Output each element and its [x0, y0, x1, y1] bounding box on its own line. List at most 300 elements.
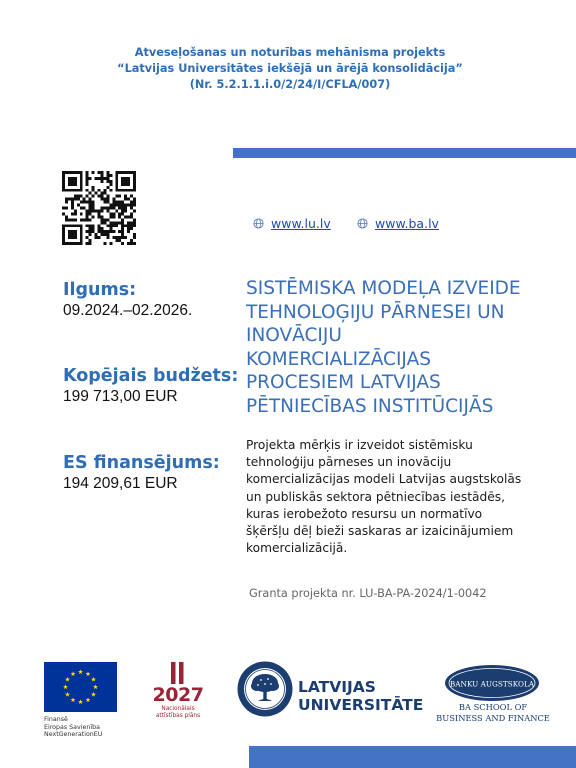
- qr-module: [109, 215, 112, 218]
- qr-module: [121, 183, 124, 186]
- qr-module: [127, 204, 130, 207]
- qr-module: [92, 209, 95, 212]
- qr-module: [100, 171, 103, 174]
- link-lu-text[interactable]: www.lu.lv: [271, 216, 331, 231]
- qr-module: [118, 236, 121, 239]
- qr-module: [118, 221, 121, 224]
- qr-module: [62, 177, 65, 180]
- title-line: PĒTNIECĪBAS INSTITŪCIJĀS: [246, 395, 494, 417]
- qr-module: [80, 195, 83, 198]
- qr-module: [127, 198, 130, 201]
- qr-module: [89, 207, 92, 210]
- qr-module: [80, 230, 83, 233]
- qr-module: [109, 183, 112, 186]
- qr-module: [74, 180, 77, 183]
- qr-module: [86, 230, 89, 233]
- qr-module: [83, 198, 86, 201]
- qr-module: [68, 242, 71, 245]
- qr-module: [77, 195, 80, 198]
- qr-module: [95, 233, 98, 236]
- qr-module: [71, 236, 74, 239]
- qr-module: [80, 177, 83, 180]
- qr-module: [112, 212, 115, 215]
- qr-code[interactable]: [62, 171, 136, 245]
- qr-module: [86, 177, 89, 180]
- qr-module: [80, 189, 83, 192]
- lu-seal-logo: [236, 660, 294, 718]
- qr-module: [86, 174, 89, 177]
- qr-module: [106, 207, 109, 210]
- project-title: [246, 277, 566, 419]
- qr-module: [71, 230, 74, 233]
- qr-module: [92, 195, 95, 198]
- qr-module: [83, 201, 86, 204]
- link-ba[interactable]: [357, 216, 439, 231]
- qr-module: [74, 183, 77, 186]
- qr-module: [118, 204, 121, 207]
- qr-module: [121, 209, 124, 212]
- qr-module: [100, 218, 103, 221]
- qr-module: [68, 171, 71, 174]
- qr-module: [98, 230, 101, 233]
- qr-module: [133, 186, 136, 189]
- eu-funding-caption: [44, 716, 102, 739]
- qr-module: [115, 236, 118, 239]
- qr-module: [127, 227, 130, 230]
- qr-module: [74, 230, 77, 233]
- qr-module: [127, 180, 130, 183]
- title-line: INOVĀCIJU: [246, 325, 342, 347]
- qr-module: [80, 207, 83, 210]
- qr-module: [106, 230, 109, 233]
- qr-module: [86, 215, 89, 218]
- qr-module: [124, 195, 127, 198]
- qr-module: [62, 233, 65, 236]
- qr-module: [124, 204, 127, 207]
- qr-module: [80, 227, 83, 230]
- qr-module: [65, 189, 68, 192]
- qr-module: [68, 236, 71, 239]
- qr-module: [121, 201, 124, 204]
- qr-module: [68, 198, 71, 201]
- qr-module: [65, 198, 68, 201]
- qr-module: [115, 189, 118, 192]
- qr-module: [98, 224, 101, 227]
- qr-module: [89, 233, 92, 236]
- qr-module: [133, 180, 136, 183]
- qr-module: [133, 221, 136, 224]
- qr-module: [103, 201, 106, 204]
- qr-module: [89, 218, 92, 221]
- qr-module: [65, 207, 68, 210]
- qr-module: [65, 242, 68, 245]
- qr-module: [89, 212, 92, 215]
- qr-module: [103, 192, 106, 195]
- qr-module: [100, 192, 103, 195]
- qr-module: [71, 183, 74, 186]
- qr-module: [74, 236, 77, 239]
- qr-module: [62, 242, 65, 245]
- qr-module: [68, 177, 71, 180]
- qr-module: [71, 204, 74, 207]
- ba-wordmark-line-1: BA SCHOOL OF: [458, 702, 528, 712]
- qr-module: [100, 233, 103, 236]
- qr-module: [100, 209, 103, 212]
- qr-module: [121, 230, 124, 233]
- nap-2027-caption: [148, 706, 208, 719]
- nap-caption-line-1: Nacionālais: [161, 706, 195, 712]
- qr-module: [89, 224, 92, 227]
- qr-module: [103, 218, 106, 221]
- qr-module: [86, 242, 89, 245]
- qr-module: [80, 218, 83, 221]
- eu-flag-logo: [44, 662, 117, 712]
- qr-module: [127, 177, 130, 180]
- qr-module: [89, 209, 92, 212]
- qr-module: [83, 207, 86, 210]
- title-line: KOMERCIALIZĀCIJAS: [246, 348, 431, 370]
- qr-module: [74, 218, 77, 221]
- qr-module: [62, 212, 65, 215]
- qr-module: [118, 201, 121, 204]
- qr-module: [115, 224, 118, 227]
- qr-module: [77, 242, 80, 245]
- qr-module: [68, 189, 71, 192]
- qr-module: [71, 242, 74, 245]
- qr-module: [118, 207, 121, 210]
- qr-module: [115, 239, 118, 242]
- qr-module: [109, 189, 112, 192]
- qr-module: [71, 180, 74, 183]
- qr-module: [62, 236, 65, 239]
- qr-module: [127, 183, 130, 186]
- qr-module: [112, 221, 115, 224]
- qr-module: [92, 230, 95, 233]
- globe-icon: [357, 218, 368, 229]
- qr-module: [68, 224, 71, 227]
- qr-module: [124, 177, 127, 180]
- title-line: TEHNOLOĢIJU PĀRNESEI UN: [246, 301, 505, 323]
- qr-module: [133, 209, 136, 212]
- qr-module: [106, 233, 109, 236]
- qr-module: [130, 195, 133, 198]
- header-line-1: Atveseļošanas un noturības mehānisma projekts: [134, 46, 446, 59]
- qr-module: [62, 189, 65, 192]
- qr-module: [92, 215, 95, 218]
- qr-module: [112, 224, 115, 227]
- qr-module: [127, 221, 130, 224]
- qr-module: [74, 209, 77, 212]
- qr-module: [118, 239, 121, 242]
- description-line: kuras ierobežoto resursu un normatīvo: [246, 506, 483, 521]
- qr-module: [121, 227, 124, 230]
- qr-module: [86, 236, 89, 239]
- lu-wordmark: [298, 678, 423, 714]
- qr-module: [133, 236, 136, 239]
- qr-module: [130, 215, 133, 218]
- qr-module: [121, 189, 124, 192]
- qr-module: [80, 224, 83, 227]
- qr-module: [124, 224, 127, 227]
- qr-module: [112, 236, 115, 239]
- qr-module: [115, 174, 118, 177]
- budget-value: 199 713,00 EUR: [63, 388, 178, 405]
- qr-module: [124, 183, 127, 186]
- description-line: un publiskās sektora pētniecības iestādēs,: [246, 489, 505, 504]
- lu-wordmark-line-1: LATVIJAS: [298, 678, 376, 696]
- qr-module: [100, 174, 103, 177]
- qr-module: [127, 224, 130, 227]
- qr-module: [86, 209, 89, 212]
- qr-module: [118, 171, 121, 174]
- qr-module: [133, 189, 136, 192]
- qr-module: [127, 242, 130, 245]
- qr-module: [106, 186, 109, 189]
- qr-module: [95, 177, 98, 180]
- qr-module: [133, 233, 136, 236]
- qr-module: [89, 230, 92, 233]
- qr-module: [68, 218, 71, 221]
- qr-module: [80, 212, 83, 215]
- qr-module: [95, 209, 98, 212]
- qr-module: [62, 224, 65, 227]
- qr-module: [106, 198, 109, 201]
- qr-module: [112, 230, 115, 233]
- qr-module: [130, 204, 133, 207]
- link-ba-text[interactable]: www.ba.lv: [375, 216, 439, 231]
- qr-module: [89, 227, 92, 230]
- qr-module: [62, 171, 65, 174]
- qr-module: [71, 201, 74, 204]
- description-line: komercializācijā.: [246, 541, 348, 556]
- qr-module: [124, 236, 127, 239]
- eu-caption-line-1: Finansē: [44, 716, 68, 723]
- qr-module: [74, 195, 77, 198]
- qr-module: [121, 233, 124, 236]
- qr-module: [74, 171, 77, 174]
- qr-module: [80, 233, 83, 236]
- qr-module: [89, 239, 92, 242]
- qr-module: [80, 239, 83, 242]
- qr-module: [127, 230, 130, 233]
- qr-module: [95, 192, 98, 195]
- qr-module: [133, 224, 136, 227]
- qr-module: [121, 224, 124, 227]
- qr-module: [62, 227, 65, 230]
- qr-module: [77, 204, 80, 207]
- qr-module: [109, 204, 112, 207]
- qr-module: [74, 212, 77, 215]
- qr-module: [130, 242, 133, 245]
- qr-module: [133, 183, 136, 186]
- qr-module: [121, 180, 124, 183]
- qr-module: [92, 186, 95, 189]
- qr-module: [89, 198, 92, 201]
- qr-module: [92, 224, 95, 227]
- project-header: [60, 45, 520, 93]
- qr-module: [74, 233, 77, 236]
- qr-module: [71, 189, 74, 192]
- qr-module: [121, 218, 124, 221]
- qr-module: [130, 171, 133, 174]
- qr-module: [106, 171, 109, 174]
- qr-module: [109, 242, 112, 245]
- header-line-2: “Latvijas Universitātes iekšējā un ārējā konsolidācija”: [117, 62, 463, 75]
- qr-module: [133, 242, 136, 245]
- qr-module: [71, 198, 74, 201]
- qr-module: [130, 201, 133, 204]
- description-line: Projekta mērķis ir izveidot sistēmisku: [246, 438, 473, 452]
- qr-module: [98, 195, 101, 198]
- title-line: PROCESIEM LATVIJAS: [246, 372, 441, 394]
- budget-label: Kopējais budžets:: [63, 366, 239, 386]
- qr-module: [127, 171, 130, 174]
- project-description: [246, 437, 546, 557]
- qr-module: [71, 218, 74, 221]
- qr-module: [74, 224, 77, 227]
- qr-module: [124, 215, 127, 218]
- qr-module: [121, 212, 124, 215]
- qr-module: [100, 177, 103, 180]
- qr-module: [74, 177, 77, 180]
- qr-module: [112, 201, 115, 204]
- qr-module: [89, 204, 92, 207]
- qr-module: [115, 204, 118, 207]
- top-accent-bar: [233, 148, 576, 158]
- qr-module: [109, 230, 112, 233]
- qr-module: [121, 221, 124, 224]
- qr-module: [115, 221, 118, 224]
- qr-module: [74, 189, 77, 192]
- qr-module: [74, 198, 77, 201]
- qr-module: [121, 177, 124, 180]
- qr-module: [98, 227, 101, 230]
- nap-2027-year: 2027: [152, 684, 204, 706]
- qr-module: [103, 221, 106, 224]
- qr-module: [100, 207, 103, 210]
- qr-module: [115, 201, 118, 204]
- qr-module: [130, 224, 133, 227]
- qr-module: [106, 224, 109, 227]
- qr-module: [100, 195, 103, 198]
- bottom-accent-bar: [249, 746, 576, 768]
- qr-module: [68, 233, 71, 236]
- qr-module: [115, 209, 118, 212]
- qr-module: [121, 242, 124, 245]
- qr-module: [62, 186, 65, 189]
- qr-module: [86, 180, 89, 183]
- qr-module: [106, 236, 109, 239]
- qr-module: [121, 171, 124, 174]
- qr-module: [80, 174, 83, 177]
- qr-module: [74, 242, 77, 245]
- duration-label: Ilgums:: [63, 280, 137, 300]
- qr-module: [80, 236, 83, 239]
- qr-module: [65, 171, 68, 174]
- qr-module: [103, 189, 106, 192]
- qr-module: [103, 242, 106, 245]
- qr-module: [112, 215, 115, 218]
- ba-oval-logo: [444, 664, 540, 702]
- qr-module: [109, 207, 112, 210]
- qr-module: [62, 207, 65, 210]
- qr-module: [68, 230, 71, 233]
- qr-module: [130, 207, 133, 210]
- qr-module: [92, 189, 95, 192]
- qr-module: [71, 207, 74, 210]
- title-line: SISTĒMISKA MODEĻA IZVEIDE: [246, 278, 521, 299]
- eu-funding-value: 194 209,61 EUR: [63, 475, 178, 492]
- qr-module: [106, 218, 109, 221]
- qr-module: [65, 224, 68, 227]
- header-line-3: (Nr. 5.2.1.1.i.0/2/24/I/CFLA/007): [189, 78, 391, 91]
- qr-module: [109, 174, 112, 177]
- qr-module: [133, 198, 136, 201]
- qr-module: [86, 212, 89, 215]
- qr-module: [100, 230, 103, 233]
- lu-wordmark-line-2: UNIVERSITĀTE: [298, 696, 424, 714]
- qr-module: [100, 198, 103, 201]
- qr-module: [77, 198, 80, 201]
- qr-module: [83, 218, 86, 221]
- qr-module: [130, 189, 133, 192]
- eu-funding-label: ES finansējums:: [63, 453, 220, 473]
- qr-module: [124, 180, 127, 183]
- qr-module: [80, 183, 83, 186]
- qr-module: [62, 230, 65, 233]
- qr-module: [130, 239, 133, 242]
- qr-module: [92, 171, 95, 174]
- qr-module: [118, 230, 121, 233]
- qr-module: [118, 189, 121, 192]
- qr-module: [118, 212, 121, 215]
- qr-module: [98, 171, 101, 174]
- qr-module: [71, 177, 74, 180]
- qr-module: [127, 215, 130, 218]
- qr-module: [130, 212, 133, 215]
- qr-module: [62, 180, 65, 183]
- nap-2027-logo-mark: [148, 660, 208, 686]
- qr-module: [77, 224, 80, 227]
- eu-caption-line-2: Eiropas Savienība: [44, 723, 100, 731]
- ba-wordmark: [428, 702, 558, 724]
- nap-caption-line-2: attīstības plāns: [155, 712, 201, 719]
- qr-module: [109, 221, 112, 224]
- qr-module: [65, 218, 68, 221]
- ba-oval-text: BANKU AUGSTSKOLA: [449, 679, 535, 689]
- qr-module: [109, 180, 112, 183]
- qr-module: [127, 189, 130, 192]
- qr-module: [106, 177, 109, 180]
- qr-module: [124, 198, 127, 201]
- qr-module: [121, 236, 124, 239]
- qr-module: [118, 195, 121, 198]
- qr-module: [133, 177, 136, 180]
- qr-module: [92, 207, 95, 210]
- qr-module: [80, 201, 83, 204]
- qr-module: [92, 204, 95, 207]
- qr-module: [80, 180, 83, 183]
- qr-module: [103, 177, 106, 180]
- qr-module: [100, 180, 103, 183]
- qr-module: [103, 230, 106, 233]
- qr-module: [89, 242, 92, 245]
- qr-module: [130, 221, 133, 224]
- qr-module: [103, 198, 106, 201]
- qr-module: [115, 183, 118, 186]
- qr-module: [86, 201, 89, 204]
- link-lu[interactable]: [253, 216, 331, 231]
